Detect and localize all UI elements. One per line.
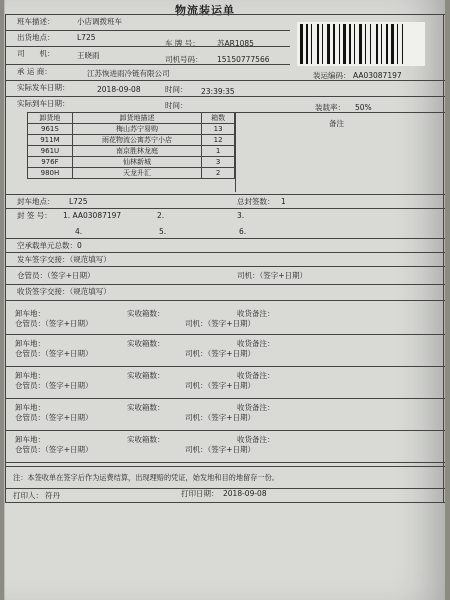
- barcode-bar: [341, 24, 342, 64]
- seal-no-3: 3.: [237, 211, 245, 220]
- column-header: 卸货地: [28, 113, 73, 124]
- barcode-bar: [309, 24, 310, 64]
- frame: [443, 14, 444, 502]
- keeper-sign-label: 仓管员：（签字+日期）: [17, 271, 95, 280]
- divider: [5, 502, 445, 503]
- barcode-bar: [333, 24, 335, 64]
- barcode-bar: [383, 24, 385, 64]
- barcode-bar: [320, 24, 321, 64]
- barcode-bar: [379, 24, 380, 64]
- unload-driver-label: 司机：（签字+日期）: [185, 445, 256, 454]
- seal-no-5: 5.: [159, 227, 167, 236]
- unload-block: [5, 302, 445, 334]
- departure-sign-label: 发车签字交接：（规范填写）: [17, 255, 111, 264]
- table-row: [28, 146, 235, 157]
- barcode-bar: [386, 24, 388, 64]
- vehicle-no-label: 出货地点：: [17, 33, 55, 42]
- unload-driver-label: 司机：（签字+日期）: [185, 319, 256, 328]
- load-rate-label: 装载率：: [315, 103, 345, 112]
- divider: [5, 46, 290, 47]
- divider: [5, 96, 445, 97]
- barcode-image: [297, 22, 425, 66]
- table-cell: 961U: [28, 146, 73, 157]
- unload-place-label: 卸车地：: [15, 371, 45, 380]
- table-cell: 12: [202, 135, 235, 146]
- printer-value: 符丹: [45, 491, 60, 500]
- receive-sign-label: 收货签字交接：（规范填写）: [17, 287, 111, 296]
- divider: [5, 300, 445, 301]
- unload-driver-label: 司机：（签字+日期）: [185, 381, 256, 390]
- unload-block: [5, 334, 445, 366]
- seal-no-1: 1. AA03087197: [63, 211, 122, 220]
- barcode-bar: [376, 24, 378, 64]
- divider: [5, 194, 445, 195]
- barcode-bar: [300, 24, 303, 64]
- empty-units: 空承载单元总数：0: [17, 241, 82, 250]
- unload-place-label: 卸车地：: [15, 309, 45, 318]
- footer-note: 注：本签收单在签字后作为运费结算，出现理赔的凭证，始发地和目的地留存一份。: [13, 473, 279, 482]
- table-cell: 雨花物流公寓苏宁小店: [72, 135, 201, 146]
- seal-no-6: 6.: [239, 227, 247, 236]
- barcode-bar: [363, 24, 364, 64]
- barcode-bar: [372, 24, 375, 64]
- vehicle-no-value: L725: [77, 33, 96, 42]
- unload-note-label: 收货备注：: [237, 403, 275, 412]
- table-header-row: [28, 113, 235, 124]
- plate-value: 苏AR1085: [217, 39, 254, 48]
- barcode-bar: [365, 24, 366, 64]
- unload-boxes-label: 实收箱数：: [127, 435, 165, 444]
- unload-place-label: 卸车地：: [15, 339, 45, 348]
- barcode-bar: [343, 24, 346, 64]
- document-title: 物流装运单: [175, 4, 235, 17]
- unload-place-label: 卸车地：: [15, 403, 45, 412]
- depart-time-label: 时间：: [165, 85, 188, 94]
- seal-no-label: 封 签 号：: [17, 211, 52, 220]
- remark-header: 备注: [329, 119, 344, 128]
- unload-note-label: 收货备注：: [237, 435, 275, 444]
- table-cell: 1: [202, 146, 235, 157]
- unload-block: [5, 366, 445, 398]
- unload-note-label: 收货备注：: [237, 309, 275, 318]
- cargo-table: [27, 112, 235, 179]
- barcode-bar: [327, 24, 330, 64]
- line-desc-value: 小店调拨班车: [77, 17, 122, 26]
- divider: [5, 238, 445, 239]
- seal-total-label: 总封签数：: [237, 197, 275, 206]
- barcode-bar: [347, 24, 348, 64]
- barcode-bar: [367, 24, 369, 64]
- driver-value: 王晓雨: [77, 51, 100, 60]
- seal-no-2: 2.: [157, 211, 165, 220]
- barcode-bar: [404, 24, 407, 64]
- barcode-bar: [391, 24, 394, 64]
- divider: [5, 462, 445, 463]
- table-border: [235, 112, 236, 192]
- depart-date-label: 实际发车日期：: [17, 83, 70, 92]
- barcode-bar: [311, 24, 312, 64]
- print-date-label: 打印日期：: [181, 489, 219, 498]
- driver-sign-label: 司机：（签字+日期）: [237, 271, 308, 280]
- table-row: [28, 168, 235, 179]
- unload-keeper-label: 仓管员：（签字+日期）: [15, 319, 93, 328]
- divider: [5, 284, 445, 285]
- unload-boxes-label: 实收箱数：: [127, 339, 165, 348]
- column-header: 箱数: [202, 113, 235, 124]
- barcode-bar: [370, 24, 371, 64]
- unload-keeper-label: 仓管员：（签字+日期）: [15, 381, 93, 390]
- barcode-bar: [313, 24, 316, 64]
- divider: [5, 208, 445, 209]
- column-header: 卸货地描述: [72, 113, 201, 124]
- divider: [5, 30, 290, 31]
- table-cell: 天龙升汇: [72, 168, 201, 179]
- table-cell: 911M: [28, 135, 73, 146]
- plate-label: 车 牌 号：: [165, 39, 200, 48]
- seal-total-value: 1: [281, 197, 286, 206]
- unload-driver-label: 司机：（签字+日期）: [185, 413, 256, 422]
- table-border: [235, 112, 445, 113]
- divider: [5, 14, 445, 15]
- unload-boxes-label: 实收箱数：: [127, 309, 165, 318]
- table-row: [28, 124, 235, 135]
- unload-keeper-label: 仓管员：（签字+日期）: [15, 445, 93, 454]
- divider: [5, 252, 445, 253]
- arrive-time-label: 时间：: [165, 101, 188, 110]
- barcode-bar: [402, 24, 403, 64]
- table-cell: 南京胜林龙庭: [72, 146, 201, 157]
- frame: [5, 14, 6, 502]
- table-cell: 3: [202, 157, 235, 168]
- barcode-bar: [354, 24, 355, 64]
- barcode-bar: [336, 24, 338, 64]
- arrive-date-label: 实际到车日期：: [17, 99, 70, 108]
- table-cell: 仙林新城: [72, 157, 201, 168]
- barcode-bar: [304, 24, 305, 64]
- seal-no-4: 4.: [75, 227, 83, 236]
- divider: [5, 80, 445, 81]
- waybill-sheet: [4, 0, 445, 600]
- barcode-bar: [381, 24, 382, 64]
- carrier-value: 江苏恢进雨冷链有限公司: [87, 69, 170, 78]
- table-cell: 2: [202, 168, 235, 179]
- unload-note-label: 收货备注：: [237, 371, 275, 380]
- barcode-bar: [317, 24, 319, 64]
- phone-label: 司机号码：: [165, 55, 203, 64]
- barcode-bar: [322, 24, 323, 64]
- unload-driver-label: 司机：（签字+日期）: [185, 349, 256, 358]
- unload-block: [5, 398, 445, 430]
- barcode-bar: [395, 24, 396, 64]
- printer-label: 打印人：: [13, 491, 43, 500]
- line-desc-label: 班车描述：: [17, 17, 55, 26]
- print-date-value: 2018-09-08: [223, 489, 267, 498]
- table-cell: 980H: [28, 168, 73, 179]
- unload-keeper-label: 仓管员：（签字+日期）: [15, 349, 93, 358]
- ship-code-label: 装运编码：: [313, 71, 351, 80]
- table-cell: 961S: [28, 124, 73, 135]
- load-rate-value: 50%: [355, 103, 372, 112]
- carrier-label: 承 运 商：: [17, 67, 52, 76]
- barcode-bar: [359, 24, 362, 64]
- unload-keeper-label: 仓管员：（签字+日期）: [15, 413, 93, 422]
- table-cell: 梅山苏宁易购: [72, 124, 201, 135]
- phone-value: 15150777566: [217, 55, 270, 64]
- seal-place-value: L725: [69, 197, 88, 206]
- table-row: [28, 157, 235, 168]
- barcode-bar: [352, 24, 353, 64]
- unload-boxes-label: 实收箱数：: [127, 371, 165, 380]
- depart-date-value: 2018-09-08: [97, 85, 141, 94]
- barcode-bar: [331, 24, 332, 64]
- table-cell: 13: [202, 124, 235, 135]
- barcode-bar: [397, 24, 398, 64]
- unload-note-label: 收货备注：: [237, 339, 275, 348]
- divider: [5, 64, 290, 65]
- seal-place-label: 封车地点：: [17, 197, 55, 206]
- driver-label: 司 机：: [17, 49, 55, 58]
- barcode-bar: [389, 24, 390, 64]
- unload-block: [5, 430, 445, 462]
- barcode-bar: [349, 24, 351, 64]
- depart-time-value: 23:39:35: [201, 87, 235, 96]
- barcode-bar: [356, 24, 358, 64]
- table-cell: 976F: [28, 157, 73, 168]
- table-row: [28, 135, 235, 146]
- unload-boxes-label: 实收箱数：: [127, 403, 165, 412]
- barcode-bar: [324, 24, 326, 64]
- barcode-bar: [306, 24, 308, 64]
- unload-place-label: 卸车地：: [15, 435, 45, 444]
- divider: [5, 266, 445, 267]
- ship-code-value: AA03087197: [353, 71, 402, 80]
- barcode-bar: [339, 24, 340, 64]
- divider: [5, 466, 445, 467]
- barcode-bar: [399, 24, 401, 64]
